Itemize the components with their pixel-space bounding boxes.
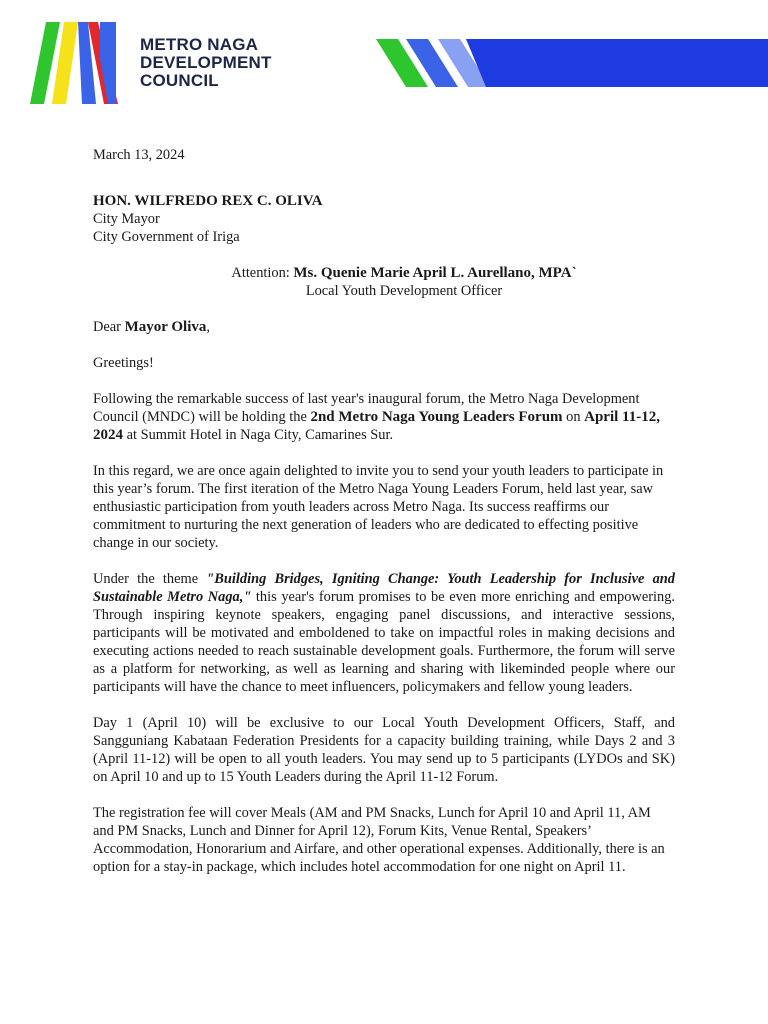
p1-text-a: Following the remarkable success of last year's inaugural forum, the Metro Naga Development Council (MNDC) will be holding the [93,391,640,425]
paragraph-3 [93,570,675,696]
attention-line [133,264,675,282]
address-block [93,192,675,246]
p1-text-e: at Summit Hotel in Naga City, Camarines Sur. [123,427,394,443]
salutation-suffix: , [206,319,210,335]
salutation [93,318,675,336]
paragraph-1 [93,390,675,444]
letterhead [0,0,768,120]
attention-title: Local Youth Development Officer [305,283,503,299]
addressee-org: City Government of Iriga [93,229,240,245]
addressee-name: HON. WILFREDO REX C. OLIVA [93,193,323,209]
paragraph-5: The registration fee will cover Meals (AM and PM Snacks, Lunch for April 10 and April 11, AM and PM Snacks, Lunch and Dinner for April 12), Forum Kits, Venue Rental, Speakers’ Accommodation, Honorarium and Airfare, and other operational expenses. Additionally, there is an option for a stay-in package, which includes hotel accommodation for one night on April 11. [93,805,665,875]
attention-label: Attention: [231,265,294,281]
p3-text-a: Under the theme [93,571,207,587]
greeting: Greetings! [93,355,154,371]
mndc-logo-icon [30,20,125,106]
org-name-line-1: METRO NAGA [140,35,259,54]
forum-name: 2nd Metro Naga Young Leaders Forum [310,409,563,425]
forum-dates: April 11-12, 2024 [93,409,660,443]
salutation-prefix: Dear [93,319,125,335]
p1-text-c: on [562,409,585,425]
paragraph-4: Day 1 (April 10) will be exclusive to our Local Youth Development Officers, Staff, and Sangguniang Kabataan Federation Presidents for a capacity building training, while Days 2 and 3 (April 11-12) will be open to all youth leaders. You may send up to 5 participants (LYDOs and SK) on April 10 and up to 15 Youth Leaders during the April 11-12 Forum. [93,715,675,785]
attention-name: Ms. Quenie Marie April L. Aurellano, MPA` [293,265,577,281]
letter-date: March 13, 2024 [93,147,185,163]
org-name [140,36,272,90]
addressee-title: City Mayor [93,211,160,227]
attention-block [93,264,675,300]
salutation-name: Mayor Oliva [124,319,207,335]
header-banner-stripes [376,39,768,87]
p3-text-c: this year's forum promises to be even more enriching and empowering. Through inspiring keynote speakers, engaging panel discussions, and interactive sessions, participants will be motivated and emboldened to take on impactful roles in making decisions and executing actions needed to reach sustainable development goals. Furthermore, the forum will serve as a platform for networking, as well as learning and sharing with likeminded people where our participants will have the chance to meet influencers, policymakers and fellow young leaders. [93,589,675,695]
letter-body [93,146,675,894]
forum-theme: "Building Bridges, Igniting Change: Youth Leadership for Inclusive and Sustainable Metro Naga," [93,571,676,605]
paragraph-2: In this regard, we are once again delighted to invite you to send your youth leaders to participate in this year’s forum. The first iteration of the Metro Naga Young Leaders Forum, held last year, saw enthusiastic participation from youth leaders across Metro Naga. Its success reaffirms our commitment to nurturing the next generation of leaders who are dedicated to effecting positive change in our society. [93,463,664,551]
org-name-line-2: DEVELOPMENT [140,53,272,72]
org-name-line-3: COUNCIL [140,71,219,90]
